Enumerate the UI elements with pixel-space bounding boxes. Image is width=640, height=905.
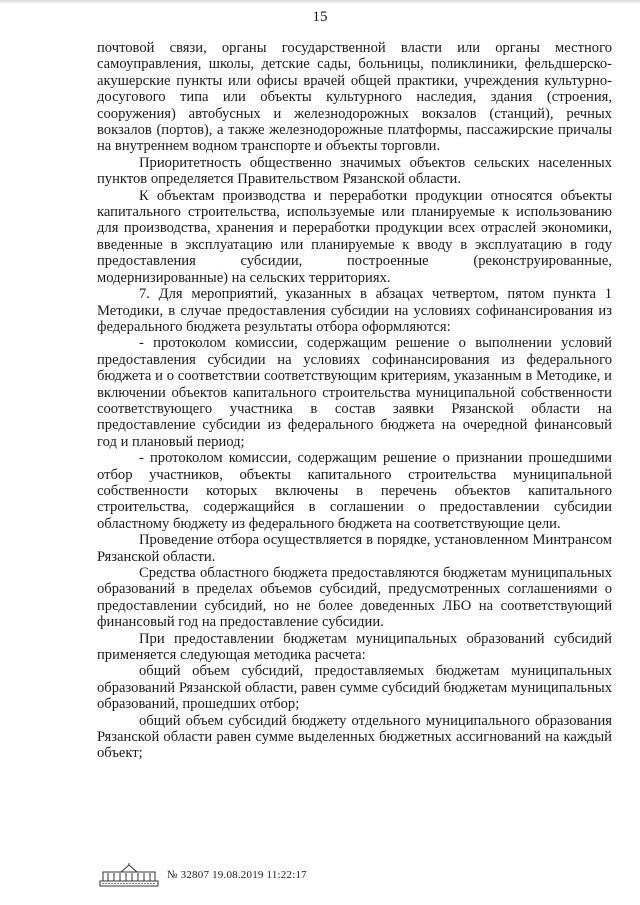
- registration-footer: [99, 862, 307, 888]
- building-stamp-icon: [99, 863, 159, 887]
- paragraph: Приоритетность общественно значимых объектов сельских населенных пунктов определяется Правительством Рязанской области.: [97, 154, 612, 188]
- paragraph: При предоставлении бюджетам муниципальных образований субсидий применяется следующая методика расчета:: [97, 630, 612, 664]
- registration-number: № 32807 19.08.2019 11:22:17: [167, 869, 307, 881]
- list-item: - протоколом комиссии, содержащим решение о признании прошедшими отбор участников, объекты капитального строительства муниципальной собственности которых включены в перечень объектов капитального строительства, содержащийся в соглашении о предоставлении субсидии областному бюджету из федерального бюджета на соответствующие цели.: [97, 450, 612, 532]
- scan-edge: [0, 0, 640, 4]
- paragraph: Средства областного бюджета предоставляются бюджетам муниципальных образований в пределах объемов субсидий, предусмотренных соглашениями о предоставлении субсидий, но не более доведенных ЛБО на соответствующий финансовый год на предоставление субсидии.: [97, 565, 612, 631]
- paragraph-item-7: 7. Для мероприятий, указанных в абзацах четвертом, пятом пункта 1 Методики, в случае предоставления субсидии на условиях софинансирования из федерального бюджета результаты отбора оформляются:: [97, 286, 612, 335]
- document-body: [97, 40, 612, 762]
- list-item: - протоколом комиссии, содержащим решение о выполнении условий предоставления субсидии на условиях софинансирования из федерального бюджета и о соответствии соответствующим критериям, указанным в Методике, и включении объектов капитального строительства муниципальной собственности соответствующего участника в состав заявки Рязанской области на предоставление субсидии из федерального бюджета на очередной финансовый год и плановый период;: [97, 335, 612, 450]
- paragraph: общий объем субсидий бюджету отдельного муниципального образования Рязанской области равен сумме выделенных бюджетных ассигнований на каждый объект;: [97, 712, 612, 762]
- page-number: 15: [312, 9, 328, 25]
- paragraph: общий объем субсидий, предоставляемых бюджетам муниципальных образований Рязанской области, равен сумме субсидий бюджетам муниципальных образований, прошедших отбор;: [97, 663, 612, 713]
- paragraph: К объектам производства и переработки продукции относятся объекты капитального строительства, используемые или планируемые к использованию для производства, хранения и переработки продукции всех отраслей экономики, введенные в эксплуатацию или планируемые к вводу в эксплуатацию в году предоставления субсидии, построенные (реконструированные, модернизированные) на сельских территориях.: [97, 187, 612, 286]
- paragraph: Проведение отбора осуществляется в порядке, установленном Минтрансом Рязанской области.: [97, 532, 612, 565]
- paragraph-continuation: почтовой связи, органы государственной власти или органы местного самоуправления, школы, детские сады, больницы, поликлиники, фельдшерско-акушерские пункты или офисы врачей общей практики, учреждения культурно-досугового типа или объекты культурного наследия, здания (строения, сооружения) автобусных и железнодорожных вокзалов (станций), речных вокзалов (портов), а также железнодорожные платформы, пассажирские причалы на внутреннем водном транспорте и объекты торговли.: [97, 40, 612, 155]
